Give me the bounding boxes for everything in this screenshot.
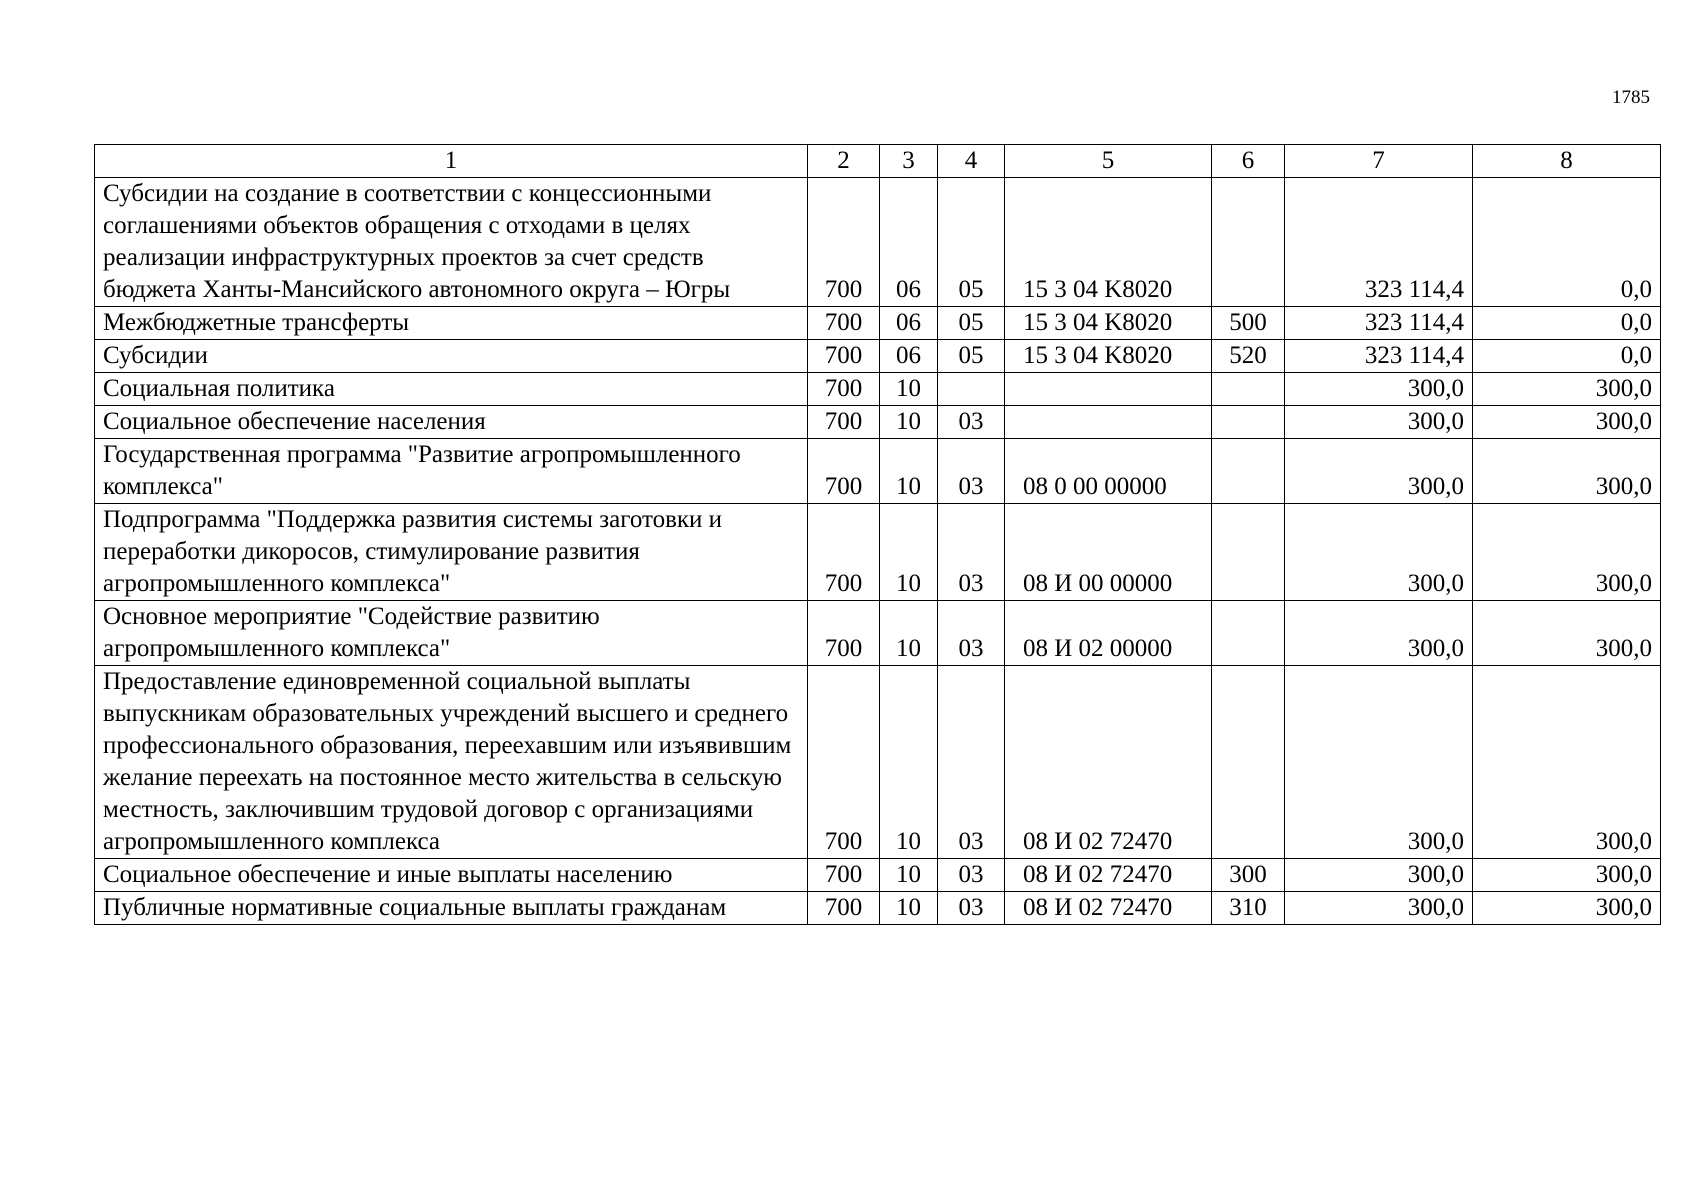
row-name-cell: Подпрограмма "Поддержка развития системы заготовки и переработки дикоросов, стимулирование развития агропромышленного комплекса"	[95, 504, 808, 601]
ministry-code-cell: 700	[808, 504, 880, 601]
subsection-code-cell: 03	[938, 406, 1005, 439]
subsection-code-cell: 05	[938, 178, 1005, 307]
expense-type-cell: 310	[1212, 892, 1285, 925]
target-item-code-cell: 08 И 02 72470	[1005, 666, 1212, 859]
row-name-cell: Государственная программа "Развитие агропромышленного комплекса"	[95, 439, 808, 504]
column-header: 3	[880, 145, 938, 178]
expense-type-cell	[1212, 439, 1285, 504]
column-header: 5	[1005, 145, 1212, 178]
expense-type-cell	[1212, 178, 1285, 307]
amount-col7-cell: 300,0	[1285, 601, 1473, 666]
section-code-cell: 10	[880, 504, 938, 601]
table-row	[95, 340, 1661, 373]
target-item-code-cell: 08 И 02 00000	[1005, 601, 1212, 666]
section-code-cell: 06	[880, 307, 938, 340]
target-item-code-cell: 15 3 04 K8020	[1005, 340, 1212, 373]
section-code-cell: 10	[880, 892, 938, 925]
expense-type-cell	[1212, 373, 1285, 406]
column-header: 2	[808, 145, 880, 178]
amount-col8-cell: 0,0	[1473, 340, 1661, 373]
column-header: 4	[938, 145, 1005, 178]
table-row	[95, 439, 1661, 504]
table-row	[95, 892, 1661, 925]
row-name-cell: Социальная политика	[95, 373, 808, 406]
target-item-code-cell: 15 3 04 K8020	[1005, 178, 1212, 307]
table-header-row	[95, 145, 1661, 178]
table-row	[95, 178, 1661, 307]
ministry-code-cell: 700	[808, 406, 880, 439]
ministry-code-cell: 700	[808, 178, 880, 307]
expense-type-cell	[1212, 406, 1285, 439]
column-header: 6	[1212, 145, 1285, 178]
amount-col8-cell: 300,0	[1473, 892, 1661, 925]
amount-col7-cell: 300,0	[1285, 439, 1473, 504]
target-item-code-cell: 08 И 02 72470	[1005, 892, 1212, 925]
ministry-code-cell: 700	[808, 666, 880, 859]
table-row	[95, 406, 1661, 439]
amount-col7-cell: 300,0	[1285, 406, 1473, 439]
table-row	[95, 601, 1661, 666]
table-row	[95, 666, 1661, 859]
subsection-code-cell: 03	[938, 504, 1005, 601]
section-code-cell: 06	[880, 178, 938, 307]
amount-col8-cell: 300,0	[1473, 859, 1661, 892]
ministry-code-cell: 700	[808, 601, 880, 666]
amount-col8-cell: 300,0	[1473, 601, 1661, 666]
target-item-code-cell: 15 3 04 K8020	[1005, 307, 1212, 340]
amount-col8-cell: 0,0	[1473, 178, 1661, 307]
budget-table	[94, 144, 1661, 925]
expense-type-cell: 520	[1212, 340, 1285, 373]
table-row	[95, 307, 1661, 340]
row-name-cell: Публичные нормативные социальные выплаты гражданам	[95, 892, 808, 925]
section-code-cell: 06	[880, 340, 938, 373]
section-code-cell: 10	[880, 601, 938, 666]
target-item-code-cell	[1005, 373, 1212, 406]
expense-type-cell: 300	[1212, 859, 1285, 892]
expense-type-cell	[1212, 601, 1285, 666]
subsection-code-cell: 03	[938, 666, 1005, 859]
column-header: 7	[1285, 145, 1473, 178]
amount-col8-cell: 300,0	[1473, 439, 1661, 504]
amount-col7-cell: 300,0	[1285, 859, 1473, 892]
subsection-code-cell: 03	[938, 439, 1005, 504]
ministry-code-cell: 700	[808, 439, 880, 504]
target-item-code-cell: 08 0 00 00000	[1005, 439, 1212, 504]
column-header: 1	[95, 145, 808, 178]
row-name-cell: Межбюджетные трансферты	[95, 307, 808, 340]
target-item-code-cell: 08 И 00 00000	[1005, 504, 1212, 601]
amount-col8-cell: 300,0	[1473, 504, 1661, 601]
section-code-cell: 10	[880, 373, 938, 406]
column-header: 8	[1473, 145, 1661, 178]
page-number: 1785	[1612, 87, 1650, 108]
amount-col7-cell: 323 114,4	[1285, 340, 1473, 373]
row-name-cell: Социальное обеспечение и иные выплаты населению	[95, 859, 808, 892]
section-code-cell: 10	[880, 666, 938, 859]
ministry-code-cell: 700	[808, 340, 880, 373]
row-name-cell: Субсидии на создание в соответствии с концессионными соглашениями объектов обращения с отходами в целях реализации инфраструктурных проектов за счет средств бюджета Ханты-Мансийского автономного округа – Югры	[95, 178, 808, 307]
subsection-code-cell: 03	[938, 601, 1005, 666]
expense-type-cell	[1212, 504, 1285, 601]
amount-col7-cell: 300,0	[1285, 373, 1473, 406]
amount-col7-cell: 300,0	[1285, 504, 1473, 601]
amount-col8-cell: 0,0	[1473, 307, 1661, 340]
table-row	[95, 504, 1661, 601]
row-name-cell: Предоставление единовременной социальной выплаты выпускникам образовательных учреждений высшего и среднего профессионального образования, переехавшим или изъявившим желание переехать на постоянное место жительства в сельскую местность, заключившим трудовой договор с организациями агропромышленного комплекса	[95, 666, 808, 859]
amount-col8-cell: 300,0	[1473, 406, 1661, 439]
amount-col8-cell: 300,0	[1473, 666, 1661, 859]
section-code-cell: 10	[880, 859, 938, 892]
ministry-code-cell: 700	[808, 859, 880, 892]
row-name-cell: Социальное обеспечение населения	[95, 406, 808, 439]
subsection-code-cell: 03	[938, 859, 1005, 892]
expense-type-cell: 500	[1212, 307, 1285, 340]
section-code-cell: 10	[880, 406, 938, 439]
table-row	[95, 373, 1661, 406]
subsection-code-cell	[938, 373, 1005, 406]
target-item-code-cell: 08 И 02 72470	[1005, 859, 1212, 892]
amount-col7-cell: 300,0	[1285, 666, 1473, 859]
amount-col8-cell: 300,0	[1473, 373, 1661, 406]
row-name-cell: Основное мероприятие "Содействие развитию агропромышленного комплекса"	[95, 601, 808, 666]
ministry-code-cell: 700	[808, 373, 880, 406]
subsection-code-cell: 03	[938, 892, 1005, 925]
amount-col7-cell: 300,0	[1285, 892, 1473, 925]
subsection-code-cell: 05	[938, 307, 1005, 340]
target-item-code-cell	[1005, 406, 1212, 439]
ministry-code-cell: 700	[808, 307, 880, 340]
table-row	[95, 859, 1661, 892]
amount-col7-cell: 323 114,4	[1285, 178, 1473, 307]
row-name-cell: Субсидии	[95, 340, 808, 373]
section-code-cell: 10	[880, 439, 938, 504]
ministry-code-cell: 700	[808, 892, 880, 925]
amount-col7-cell: 323 114,4	[1285, 307, 1473, 340]
expense-type-cell	[1212, 666, 1285, 859]
subsection-code-cell: 05	[938, 340, 1005, 373]
